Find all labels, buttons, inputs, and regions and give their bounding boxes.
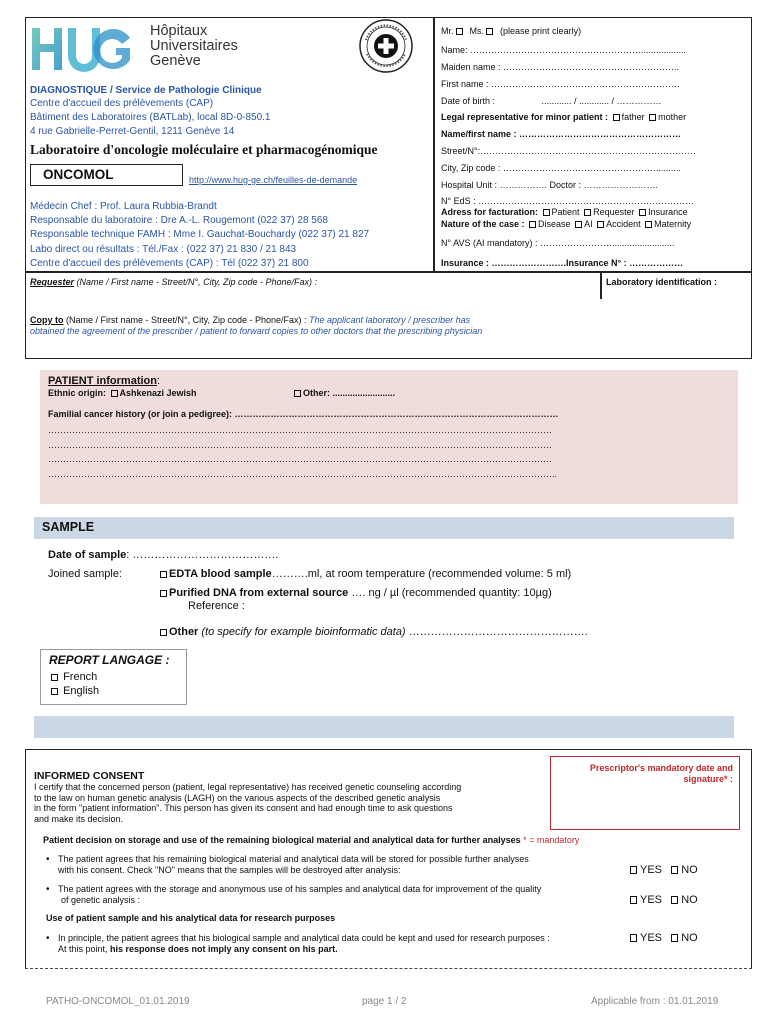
maiden-name-field[interactable]: Maiden name : ………………………………………………….. (441, 62, 680, 72)
footer-page-number: page 1 / 2 (362, 996, 407, 1007)
familial-history-field[interactable]: Familial cancer history (or join a pedigree): ……………………………………………………………………………………………… (48, 409, 559, 419)
reception: Centre d'accueil des prélèvements (CAP) (30, 98, 214, 109)
consent-item-research-line2a: At this point, (58, 944, 111, 954)
legal-rep-label: Legal representative for minor patient : (441, 112, 609, 122)
contact-tech-head: Responsable technique FAMH : Mme I. Gauchat-Bouchardy (022 37) 21 827 (30, 229, 370, 241)
other-sample-note: (to specify for example bioinformatic data) (198, 626, 406, 638)
english-label: English (63, 685, 100, 697)
prescriber-label: Prescriptor's mandatory date and signature* : (589, 763, 733, 784)
english-checkbox[interactable] (51, 688, 58, 695)
oncomol-label: ONCOMOL (43, 167, 114, 182)
copy-label: Copy to (30, 315, 64, 325)
bullet-icon: • (46, 884, 50, 895)
consent-item-research-line1: In principle, the patient agrees that his biological sample and analytical data could be kept and used for research purposes : (58, 933, 550, 943)
sample-date-fill: : …………………………………. (126, 549, 279, 561)
research-no-checkbox[interactable] (671, 934, 678, 942)
nature-ai-checkbox[interactable] (575, 221, 582, 228)
report-language-title: REPORT LANGAGE : (49, 653, 170, 667)
consent-item-storage (58, 854, 529, 876)
consent-item-quality-line1: The patient agrees with the storage and anonymous use of his samples and analytical data for improvement of the quality (58, 884, 542, 894)
edta-rest: ……….ml, at room temperature (recommended volume: 5 ml) (271, 568, 572, 580)
header-divider (433, 17, 435, 271)
fact-requester-label: Requester (593, 207, 635, 217)
ethnic-row (48, 388, 197, 398)
consent-text-line: and make its decision. (34, 813, 124, 824)
consent-item-quality-line2: of genetic analysis : (61, 895, 141, 905)
reference-field[interactable]: Reference : (188, 600, 245, 612)
consent-item-storage-line1: The patient agrees that his remaining biological material and analytical data will be stored for possible further analyses (58, 854, 529, 864)
hospital-name-line3: Genève (150, 53, 201, 69)
storage-no-checkbox[interactable] (671, 866, 678, 874)
contact-cap: Centre d'accueil des prélèvements (CAP) : Tél (022 37) 21 800 (30, 257, 309, 269)
patient-info-title-row: PATIENT information: (48, 375, 161, 387)
footer-applicable-date: Applicable from : 01.01.2019 (591, 996, 719, 1007)
nature-ai-label: AI (584, 219, 593, 229)
ms-checkbox[interactable] (486, 28, 493, 35)
french-label: French (63, 671, 98, 683)
copy-note-1: The applicant laboratory / prescriber has (309, 315, 471, 325)
fact-patient-checkbox[interactable] (543, 209, 550, 216)
prescriber-signature-box[interactable] (550, 756, 740, 830)
french-checkbox[interactable] (51, 674, 58, 681)
dna-rest: …. ng / µl (recommended quantity: 10µg) (348, 587, 552, 599)
forms-link[interactable]: http://www.hug-ge.ch/feuilles-de-demande (189, 175, 358, 185)
hospital-name-line2: Universitaires (150, 38, 238, 54)
hug-logo (30, 24, 134, 74)
contacts (30, 200, 369, 271)
fact-requester-checkbox[interactable] (584, 209, 591, 216)
mother-checkbox[interactable] (649, 114, 656, 121)
english-option[interactable] (49, 685, 99, 697)
nature-accident-label: Accident (606, 219, 641, 229)
copy-fields: (Name / First name - Street/N°, City, Zip code - Phone/Fax) : (63, 315, 307, 325)
other-sample-fill[interactable]: …………………………………………. (405, 626, 588, 638)
consent-text-line: I certify that the concerned person (patient, legal representative) has received genetic counseling according (34, 782, 462, 792)
fact-insurance-checkbox[interactable] (639, 209, 646, 216)
print-note: (please print clearly) (500, 26, 582, 36)
quality-no-checkbox[interactable] (671, 896, 678, 904)
ms-label: Ms. (469, 26, 485, 36)
fact-insurance-label: Insurance (648, 207, 688, 217)
first-name-field[interactable]: First name : ……………………………………………………… (441, 79, 681, 89)
avs-field[interactable]: N° AVS (AI mandatory) : ……………………......................... (441, 238, 675, 248)
lab-id-divider (600, 271, 602, 299)
department: DIAGNOSTIQUE / Service de Pathologie Clinique (30, 85, 262, 96)
consent-title: INFORMED CONSENT (34, 770, 145, 782)
ethnic-other-label[interactable]: Other: ......................... (303, 388, 396, 398)
requester-row[interactable] (30, 277, 317, 287)
city-field[interactable]: City, Zip code : …………………………………………….......... (441, 163, 681, 173)
quality-yes-checkbox[interactable] (630, 896, 637, 904)
consent-item-quality (58, 884, 541, 906)
research-no-label: NO (681, 932, 698, 944)
other-sample-label: Other (169, 626, 199, 638)
research-yes-checkbox[interactable] (630, 934, 637, 942)
fact-patient-label: Patient (551, 207, 580, 217)
quality-yesno (630, 894, 698, 906)
french-option[interactable] (49, 671, 97, 683)
consent-text (34, 782, 461, 824)
bullet-icon: • (46, 933, 50, 944)
requester-fields: (Name / First name - Street/N°, City, Zip code - Phone/Fax) : (74, 277, 318, 287)
nature-row (441, 219, 691, 229)
lab-id-label: Laboratory identification : (606, 277, 718, 287)
mother-label: mother (658, 112, 687, 122)
storage-yes-checkbox[interactable] (630, 866, 637, 874)
familial-lines[interactable] (48, 423, 557, 481)
sample-footer-bar (34, 716, 734, 738)
report-language-box (40, 649, 187, 705)
lab-title: Laboratoire d'oncologie moléculaire et pharmacogénomique (30, 142, 378, 157)
contact-chief: Médecin Chef : Prof. Laura Rubbia-Brandt (30, 201, 217, 212)
hospital-name (150, 24, 238, 69)
pathology-seal-icon (358, 18, 414, 74)
quality-yes-label: YES (640, 894, 663, 906)
consent-dashed-border (25, 968, 752, 969)
dob-field[interactable] (441, 96, 662, 106)
sample-date-label: Date of sample (48, 549, 127, 561)
requester-label: Requester (30, 277, 75, 287)
footer-doc-id: PATHO-ONCOMOL_01.01.2019 (46, 996, 190, 1007)
dna-row (158, 587, 552, 599)
storage-yes-label: YES (640, 864, 663, 876)
decision-row (43, 835, 579, 845)
consent-item-research-line2b: his response does not imply any consent on his part. (110, 944, 338, 954)
mr-checkbox[interactable] (456, 28, 463, 35)
other-sample-checkbox[interactable] (160, 629, 167, 636)
edta-label: EDTA blood sample (169, 568, 272, 580)
consent-text-line: to the law on human genetic analysis (LAGH) on the various aspects of the described genetic analysis (34, 792, 441, 803)
edta-row (158, 568, 571, 580)
ashkenazi-checkbox[interactable] (111, 390, 118, 397)
dna-label: Purified DNA from external source (169, 587, 349, 599)
address: 4 rue Gabrielle-Perret-Gentil, 1211 Genève 14 (30, 126, 235, 137)
facturation-label: Adress for facturation: (441, 207, 539, 217)
mr-label: Mr. (441, 26, 454, 36)
consent-text-line: in the form "patient information". This person has given its consent and had enough time to ask questions (34, 803, 453, 813)
sample-date-field[interactable] (48, 549, 278, 561)
research-yes-label: YES (640, 932, 663, 944)
familial-line[interactable]: …………………………………………………………………………………………………………………………………………………….. (48, 468, 558, 479)
bullet-icon: • (46, 854, 50, 865)
nature-maternity-checkbox[interactable] (645, 221, 652, 228)
street-field[interactable]: Street/N°:……………………………………………………………… (441, 146, 697, 156)
facturation-row (441, 207, 688, 217)
familial-line[interactable]: …………………………………………………………………………………………………………………………………………………… (48, 439, 552, 450)
ethnic-label: Ethnic origin: (48, 388, 106, 398)
copy-row[interactable] (30, 315, 470, 325)
nature-label: Nature of the case : (441, 219, 525, 229)
mandatory-note: * = mandatory (523, 835, 580, 845)
consent-item-research (58, 933, 550, 955)
name-field[interactable]: Name: ………………………………………………….................. (441, 45, 687, 55)
patient-info-title: PATIENT information (48, 375, 157, 387)
familial-line[interactable]: …………………………………………………………………………………………………………………………………………………… (48, 425, 552, 435)
building: Bâtiment des Laboratoires (BATLab), local 8D-0-850.1 (30, 112, 271, 123)
contact-lab-direct: Labo direct ou résultats : Tél./Fax : (022 37) 21 830 / 21 843 (30, 243, 297, 255)
sample-header-bar (34, 517, 734, 539)
rep-name-field[interactable]: Name/first name : ……………………………………………… (441, 129, 682, 139)
dob-label: Date of birth : (441, 96, 496, 106)
insurance-field[interactable]: Insurance : …………………….Insurance N° : ……………… (441, 258, 684, 268)
salutation-row (441, 26, 581, 36)
ethnic-other-checkbox[interactable] (294, 390, 301, 397)
nature-disease-label: Disease (538, 219, 571, 229)
decision-title: Patient decision on storage and use of the remaining biological material and analytical data for further analyses (43, 835, 521, 845)
legal-rep-row (441, 112, 686, 122)
copy-note-2: obtained the agreement of the prescriber / patient to forward copies to other doctors that the prescribing physician (30, 326, 483, 336)
ethnic-other-row (292, 388, 395, 398)
father-label: father (621, 112, 645, 122)
joined-sample-label: Joined sample: (48, 568, 122, 580)
dob-fill: ............ / ............ / …………… (541, 96, 662, 106)
consent-item-storage-line2: with his consent. Check "NO" means that the samples will be destroyed after analysis: (58, 865, 401, 875)
quality-no-label: NO (681, 894, 698, 906)
hospital-unit-field[interactable]: Hospital Unit : ……………. Doctor : ……………………. (441, 180, 659, 190)
other-sample-row (158, 626, 588, 638)
nature-maternity-label: Maternity (654, 219, 692, 229)
header-bottom-line (25, 271, 752, 273)
edta-checkbox[interactable] (160, 571, 167, 578)
oncomol-box (30, 164, 183, 186)
hospital-name-line1: Hôpitaux (150, 23, 208, 39)
contact-lab-head: Responsable du laboratoire : Dre A.-L. Rougemont (022 37) 28 568 (30, 215, 328, 227)
dna-checkbox[interactable] (160, 590, 167, 597)
ashkenazi-label: Ashkenazi Jewish (119, 388, 197, 398)
nature-accident-checkbox[interactable] (597, 221, 604, 228)
familial-line[interactable]: …………………………………………………………………………………………………………………………………………………… (48, 454, 552, 464)
research-yesno (630, 932, 698, 944)
eds-field[interactable]: N° EdS : ……………………………………………………………… (441, 196, 695, 206)
father-checkbox[interactable] (613, 114, 620, 121)
research-title: Use of patient sample and his analytical data for research purposes (46, 913, 336, 923)
sample-title: SAMPLE (42, 520, 95, 534)
storage-yesno (630, 864, 698, 876)
storage-no-label: NO (681, 864, 698, 876)
nature-disease-checkbox[interactable] (529, 221, 536, 228)
